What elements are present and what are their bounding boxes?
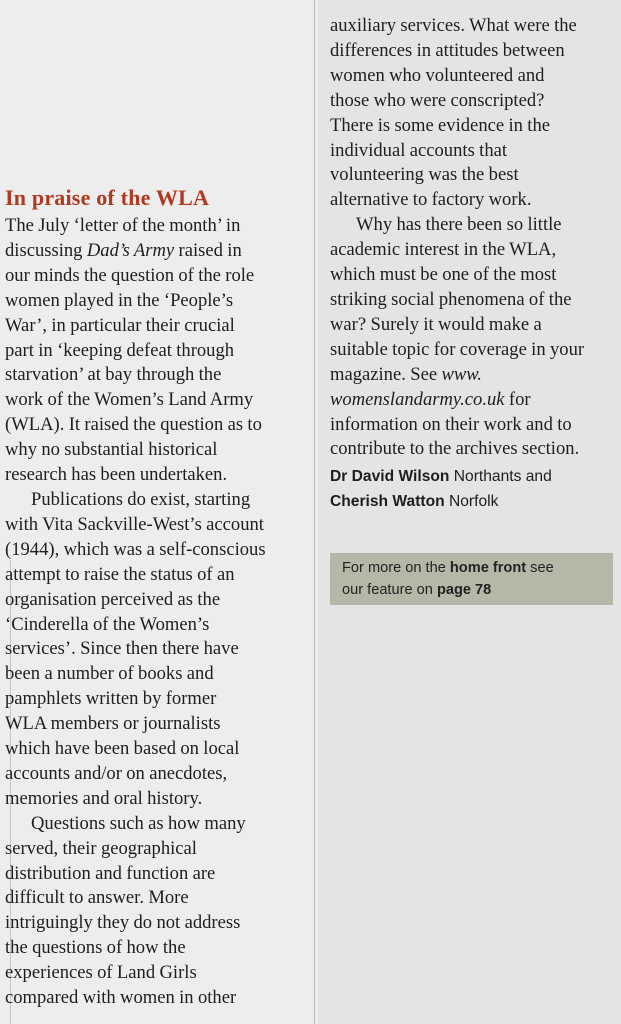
signature-line-2	[330, 493, 498, 510]
callout-line2: our feature on	[342, 581, 433, 598]
text-line: which have been based on local	[5, 738, 240, 760]
text-line: attempt to raise the status of an	[5, 563, 235, 585]
text-line: pamphlets written by former	[5, 688, 217, 710]
text-line: the questions of how the	[5, 937, 186, 959]
text-line: compared with women in other	[5, 987, 237, 1009]
text-line: accounts and/or on anecdotes,	[5, 762, 228, 784]
text-line: organisation perceived as the	[5, 588, 221, 610]
text-line: research has been undertaken.	[5, 464, 228, 486]
text-line: volunteering was the best	[330, 164, 519, 186]
text-line: which must be one of the most	[330, 264, 557, 286]
signature-line-1	[330, 468, 552, 485]
text-line: magazine. See www.	[330, 363, 482, 385]
text-line: War’, in particular their crucial	[5, 314, 235, 336]
text-line: contribute to the archives section.	[330, 438, 580, 460]
text-line: striking social phenomena of the	[330, 288, 572, 310]
text-line: been a number of books and	[5, 663, 214, 685]
text-line: intriguingly they do not address	[5, 912, 241, 934]
text-line: Questions such as how many	[31, 812, 246, 834]
cross-reference-box	[330, 553, 613, 605]
text-line: discussing Dad’s Army raised in	[5, 239, 242, 261]
callout-page-link[interactable]: page 78	[436, 581, 492, 598]
author-place-1: Northants and	[453, 468, 552, 485]
text-line: served, their geographical	[5, 837, 197, 859]
text-line: work of the Women’s Land Army	[5, 389, 254, 411]
text-line: Publications do exist, starting	[31, 488, 251, 510]
text-line: (1944), which was a self-conscious	[5, 538, 266, 560]
column-divider	[314, 0, 315, 1024]
text-line: experiences of Land Girls	[5, 962, 197, 984]
text-line: Why has there been so little	[356, 214, 562, 236]
text-line: memories and oral history.	[5, 787, 203, 809]
callout-prefix: For more on the	[342, 560, 446, 576]
text-line: distribution and function are	[5, 862, 216, 884]
letter-body-left	[5, 214, 305, 1011]
text-line: academic interest in the WLA,	[330, 239, 557, 261]
author-place-2: Norfolk	[448, 492, 499, 510]
text-line: suitable topic for coverage in your	[330, 338, 585, 360]
text-line: WLA members or journalists	[5, 713, 221, 735]
letter-body-right	[330, 14, 620, 462]
text-line: alternative to factory work.	[330, 189, 532, 211]
text-line: differences in attitudes between	[330, 39, 565, 61]
author-name-2: Cherish Watton	[330, 492, 445, 510]
text-line: There is some evidence in the	[330, 114, 550, 136]
text-line: war? Surely it would make a	[330, 313, 542, 335]
text-line: why no substantial historical	[5, 439, 218, 461]
callout-mid: see	[530, 560, 554, 576]
text-line: information on their work and to	[330, 413, 572, 435]
text-line: (WLA). It raised the question as to	[5, 414, 262, 436]
text-line: womenslandarmy.co.uk for	[330, 388, 531, 410]
author-name-1: Dr David Wilson	[330, 468, 450, 485]
text-line: starvation’ at bay through the	[5, 364, 222, 386]
text-line: our minds the question of the role	[5, 264, 255, 286]
text-line: difficult to answer. More	[5, 887, 189, 909]
text-line: auxiliary services. What were the	[330, 15, 577, 36]
text-line: The July ‘letter of the month’ in	[5, 215, 241, 236]
text-line: part in ‘keeping defeat through	[5, 339, 235, 361]
callout-topic: home front	[449, 560, 527, 576]
text-line: those who were conscripted?	[330, 89, 545, 111]
text-line: individual accounts that	[330, 139, 508, 161]
text-line: women who volunteered and	[330, 64, 545, 86]
text-line: services’. Since then there have	[5, 638, 239, 660]
letter-headline: In praise of the WLA	[5, 185, 210, 210]
text-line: with Vita Sackville-West’s account	[5, 513, 264, 535]
text-line: ‘Cinderella of the Women’s	[5, 613, 210, 635]
letter-signature	[330, 465, 552, 514]
text-line: women played in the ‘People’s	[5, 289, 234, 311]
